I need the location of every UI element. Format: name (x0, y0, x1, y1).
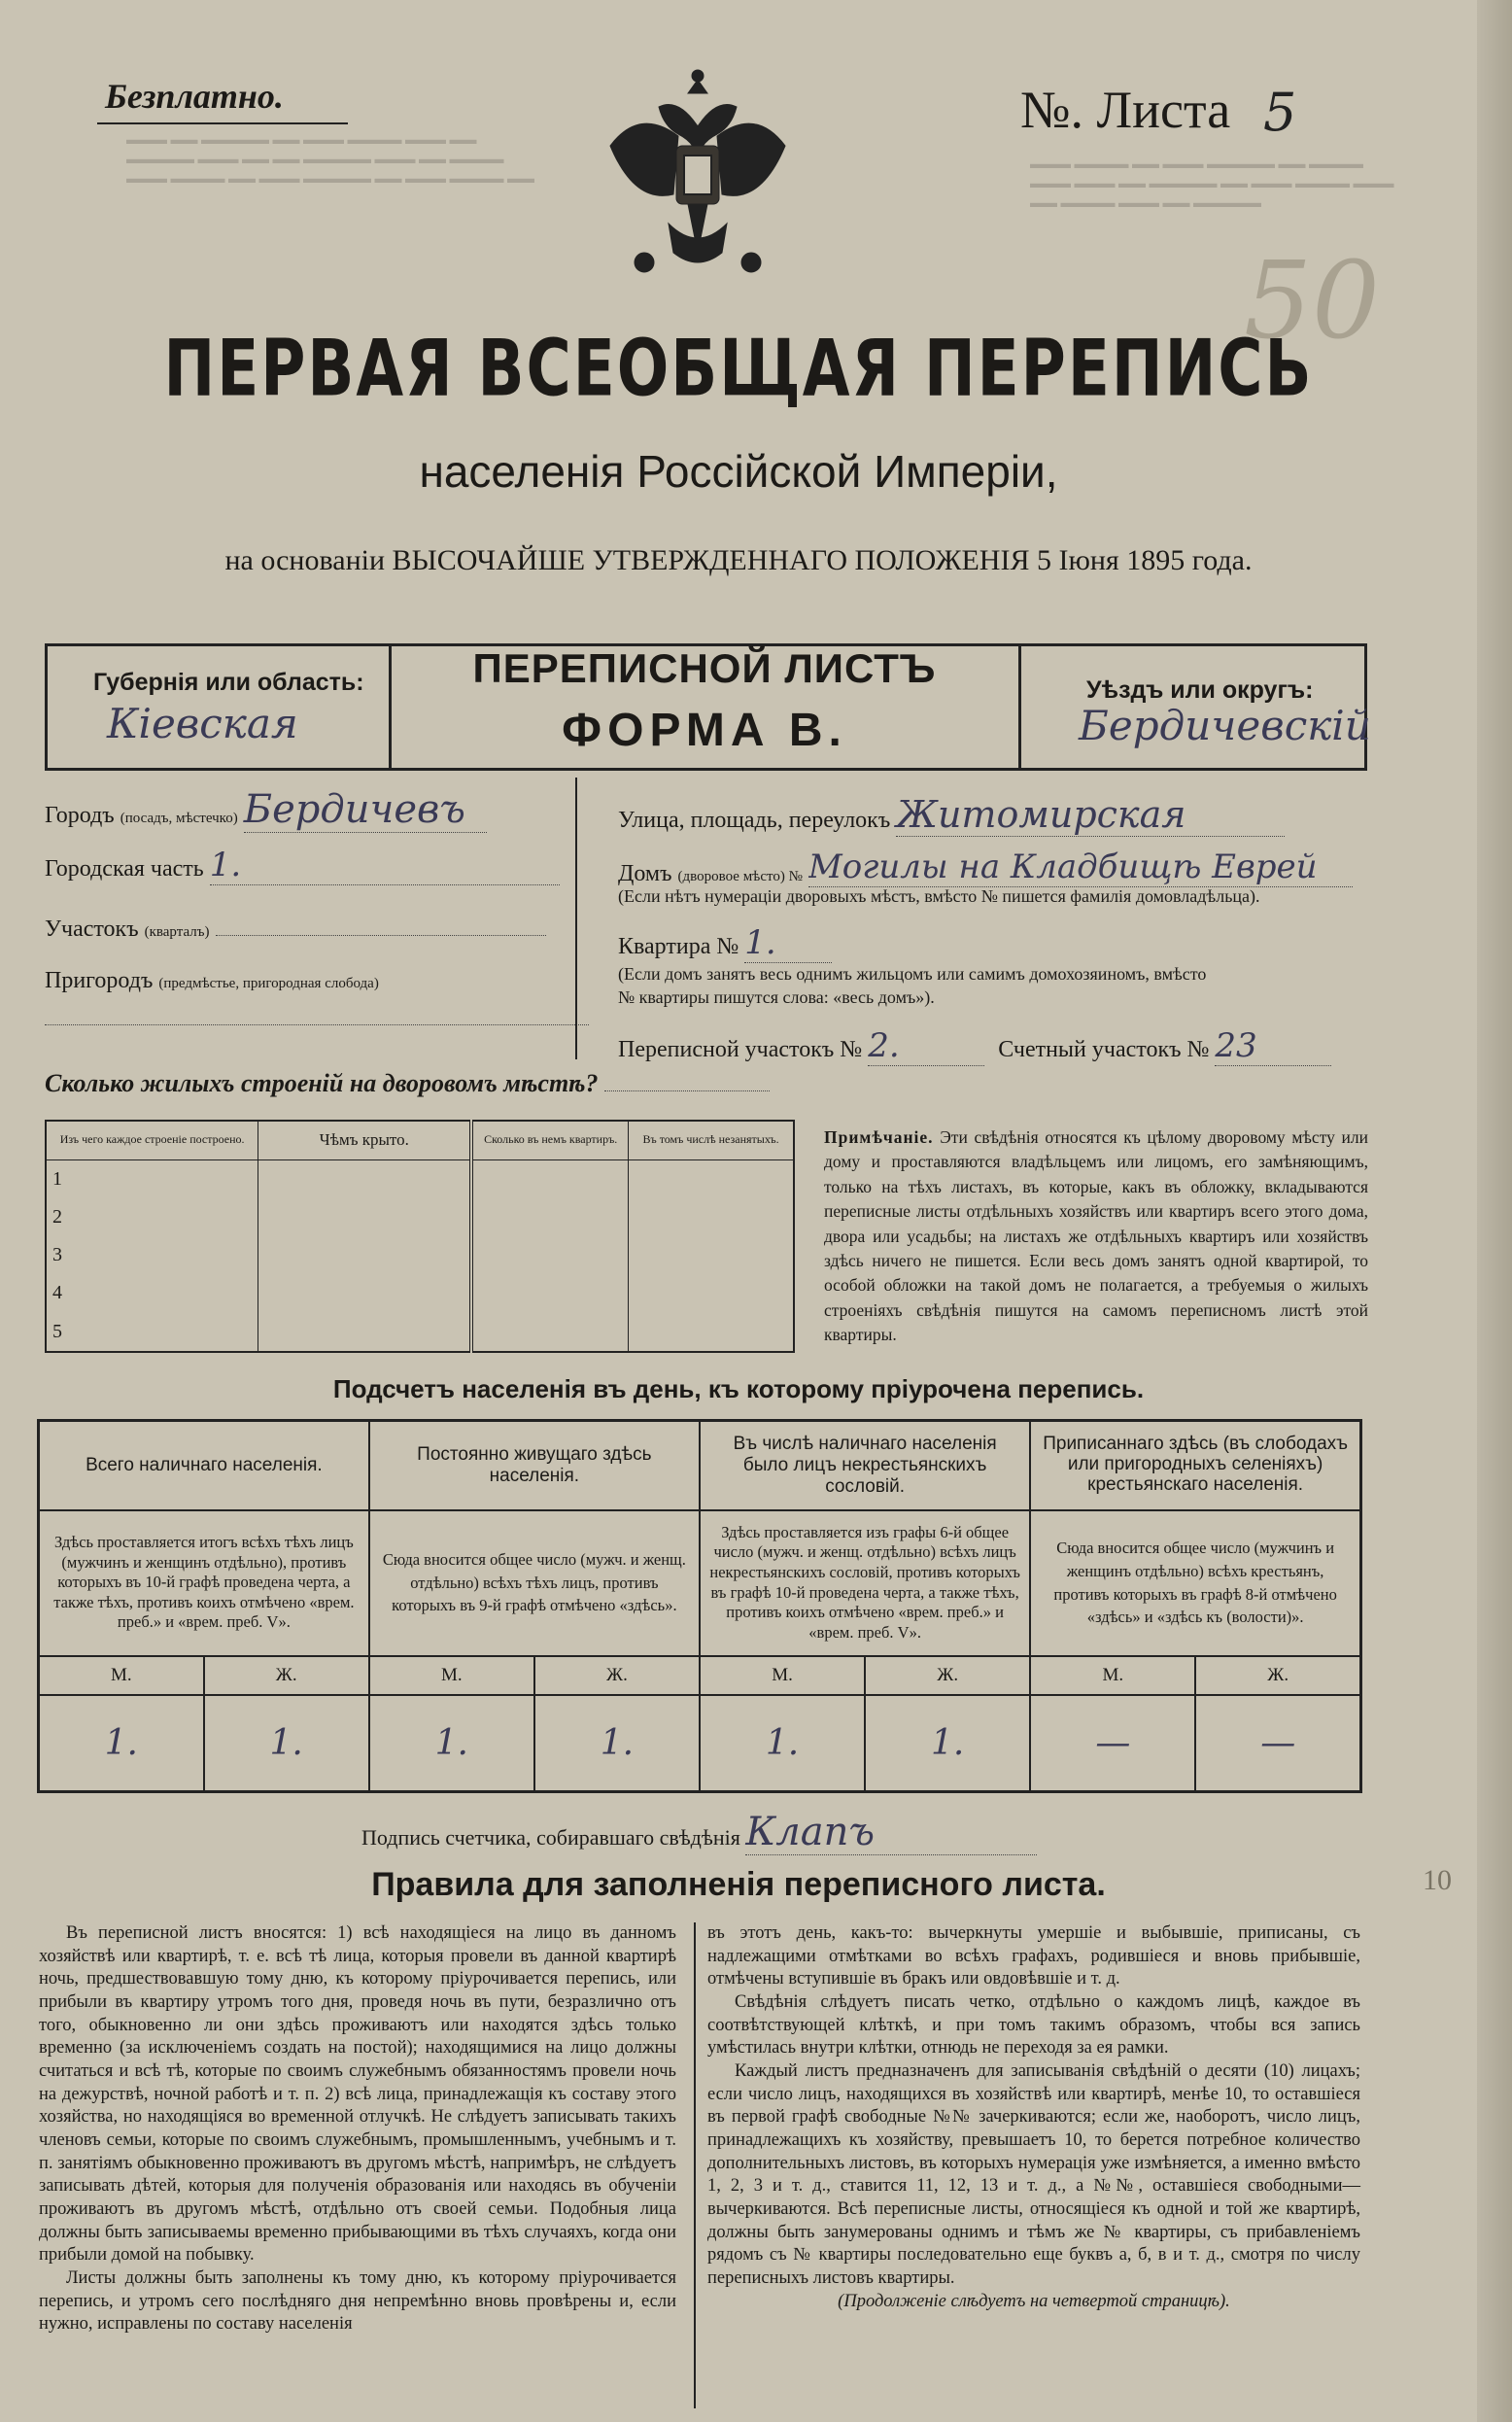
buildings-row-number: 2 (46, 1198, 258, 1236)
pop-male-label: М. (700, 1656, 865, 1695)
count-district-value: 23 (1215, 1026, 1331, 1066)
free-label: Безплатно. (105, 77, 284, 116)
suburb-hint: (предмѣстье, пригородная слобода) (158, 976, 379, 991)
population-heading: Подсчетъ населенія въ день, къ которому пріурочена перепись. (332, 1374, 1145, 1403)
buildings-row-number: 5 (46, 1312, 258, 1352)
pop-col-desc: Сюда вносится общее число (мужч. и женщ. отдѣльно) всѣхъ тѣхъ лицъ, противъ которыхъ въ 9-й графѣ отмѣчено «здѣсь». (369, 1510, 700, 1656)
pop-male-label: М. (1030, 1656, 1195, 1695)
street-label: Улица, площадь, переулокъ (618, 808, 891, 833)
form-title: ПЕРЕПИСНОЙ ЛИСТЪ (472, 645, 937, 691)
uezd-value: Бердичевскій (1079, 702, 1371, 749)
city-part-value: 1. (210, 846, 560, 885)
signature-value: Клапъ (745, 1810, 1037, 1855)
buildings-note-head: Примѣчаніе. (824, 1127, 934, 1147)
house-note: (Если нѣтъ нумераціи дворовыхъ мѣстъ, вмѣсто № пишется фамилія домовладѣльца). (618, 886, 1260, 906)
pop-col-title: Въ числѣ наличнаго населенія было лицъ некрестьянскихъ сословій. (700, 1421, 1030, 1510)
buildings-note (824, 1125, 1368, 1347)
apartment-note-1: (Если домъ занятъ весь однимъ жильцомъ или самимъ домохозяиномъ, вмѣсто (618, 964, 1207, 984)
sheet-number-label: №. Листа (1020, 81, 1231, 139)
street-row (618, 793, 1285, 837)
buildings-note-text: Эти свѣдѣнія относятся къ цѣлому дворовому мѣсту или дому и проставляются владѣльцемъ или лицомъ, его замѣняющимъ, только на тѣхъ листахъ, въ которые, какъ въ обложку, вкладываются переписные листы отдѣльныхъ хозяйствъ или квартиръ всего этого дома, двора или усадьбы; на листахъ же отдѣльныхъ квартиръ или хозяйствъ здѣсь ничего не пишется. Если весь домъ занятъ одной квартирой, то особой обложки на такой домъ не полагается, а требуемыя о жилыхъ строеніяхъ свѣдѣнія пишутся на самомъ переписномъ листѣ этой квартиры. (824, 1127, 1369, 1344)
pop-female-label: Ж. (204, 1656, 369, 1695)
house-hint: (дворовое мѣсто) № (677, 869, 803, 884)
page-edge (1477, 0, 1512, 2422)
signature-label: Подпись счетчика, собиравшаго свѣдѣнія (361, 1825, 740, 1850)
pop-female-label: Ж. (865, 1656, 1030, 1695)
uchastok-value-line (216, 914, 546, 936)
buildings-question (45, 1069, 770, 1098)
faint-number: 50 (1244, 238, 1380, 363)
pop-female-label: Ж. (1195, 1656, 1360, 1695)
rules-paragraph: Листы должны быть заполнены къ тому дню, къ которому пріурочивается перепись, и утромъ сего послѣдняго дня непремѣнно вновь провѣрены и, если нужно, исправлены по составу населенія (39, 2268, 676, 2335)
city-label: Городъ (45, 803, 115, 828)
pop-male-value: 1. (369, 1695, 534, 1792)
pop-female-value: 1. (865, 1695, 1030, 1792)
census-district-value: 2. (868, 1026, 984, 1066)
uchastok-label: Участокъ (45, 917, 139, 942)
population-table (37, 1419, 1362, 1793)
pop-female-value: 1. (204, 1695, 369, 1792)
house-value: Могилы на Кладбищѣ Еврей (808, 848, 1353, 887)
apartment-value: 1. (744, 923, 832, 963)
districts-row (618, 1026, 1331, 1066)
pop-col-desc: Сюда вносится общее число (мужчинъ и женщинъ отдѣльно) всѣхъ крестьянъ, противъ которыхъ въ графѣ 8-й отмѣчено «здѣсь» и «здѣсь къ (волости)». (1030, 1510, 1360, 1656)
rules-paragraph: Свѣдѣнія слѣдуетъ писать четко, отдѣльно о каждомъ лицѣ, каждое въ соотвѣтствующей клѣткѣ, и при томъ такимъ образомъ, чтобы вся запись умѣстилась внутри клѣтки, отнюдь не переходя за ея рамки. (707, 1992, 1360, 2059)
rules-right-column (707, 1922, 1360, 2313)
rules-paragraph: въ этотъ день, какъ-то: вычеркнуты умершіе и выбывшіе, приписаны, съ надлежащими отмѣтками во всѣхъ графахъ, родившіеся и вновь прибывшіе, отмѣчены вступившіе въ бракъ или овдовѣвшіе и т. д. (707, 1923, 1360, 1990)
buildings-row-number: 1 (46, 1159, 258, 1198)
city-value: Бердичевъ (244, 787, 487, 833)
suburb-value-line (45, 1021, 589, 1025)
rules-heading: Правила для заполненія переписного листа. (371, 1866, 1106, 1903)
pop-col-title: Постоянно живущаго здѣсь населенія. (369, 1421, 700, 1510)
pop-male-value: 1. (700, 1695, 865, 1792)
house-label: Домъ (618, 861, 672, 886)
city-part-label: Городская часть (45, 856, 204, 882)
buildings-count-line (604, 1090, 770, 1091)
rules-paragraph: Въ переписной листъ вносятся: 1) всѣ находящіеся на лицо въ данномъ хозяйствѣ или квартирѣ, т. е. всѣ тѣ лица, которыя провели въ данной квартирѣ ночь, предшествовавшую тому дню, къ которому пріурочивается перепись, или прибыли въ квартиру утромъ того дня, проведя ночь въ пути, безразлично отъ того, обыкновенно ли они здѣсь проживаютъ или находятся здѣсь только временно (за исключеніемъ создать на постой); находящимися на лицо должны считаться и всѣ тѣ, которые по своимъ служебнымъ обязанностямъ провели ночь на дежурствѣ, ночной работѣ и т. п. 2) всѣ лица, принадлежащія къ составу этого хозяйства, но находящіяся во временной отлучкѣ. Не слѣдуетъ записывать такихъ членовъ семьи, которые по своимъ служебнымъ, промышленнымъ, учебнымъ и т. п. занятіямъ обыкновенно проживаютъ въ другомъ мѣстѣ, напримѣръ, не слѣдуетъ записывать дѣтей, которыя для полученія образованія или находясь въ обученіи проживаютъ въ другомъ мѣстѣ, отдѣльно отъ своей семьи. Подобныя лица должны быть записываемы временно прибывающими въ тѣхъ случаяхъ, когда они прибыли домой на побывку. (39, 1923, 676, 2266)
gubernia-label: Губернія или область: (93, 669, 364, 696)
double-headed-eagle-emblem (601, 68, 795, 282)
city-row (45, 787, 589, 833)
apartment-note-2: № квартиры пишутся слова: «весь домъ»). (618, 987, 935, 1007)
rules-left-column (39, 1922, 676, 2336)
margin-digit: 10 (1423, 1864, 1452, 1896)
pop-col-desc: Здѣсь проставляется итогъ всѣхъ тѣхъ лицъ (мужчинъ и женщинъ отдѣльно), противъ которыхъ въ 10-й графѣ проведена черта, а также тѣхъ, противъ коихъ отмѣчено «врем. преб.» и «врем. преб. V». (39, 1510, 369, 1656)
bleed-through-text-right: ▬▬▬ ▬▬▬▬ ▬▬ ▬▬▬ ▬▬▬▬▬ ▬▬ ▬▬▬▬ ▬▬▬ ▬▬▬ ▬▬ ▬▬▬▬▬ ▬▬ ▬▬▬ ▬▬▬▬ ▬▬▬ ▬▬ ▬▬▬▬ ▬▬▬ ▬▬ ▬▬▬▬▬ (1030, 157, 1394, 211)
pop-female-value: 1. (534, 1695, 700, 1792)
gubernia-value: Кіевская (107, 700, 298, 747)
pop-male-value: — (1030, 1695, 1195, 1792)
census-district-label: Переписной участокъ № (618, 1037, 863, 1062)
uchastok-row (45, 914, 546, 943)
buildings-row-number: 4 (46, 1274, 258, 1312)
buildings-question-text: Сколько жилыхъ строеній на дворовомъ мѣстѣ? (45, 1069, 599, 1097)
city-hint: (посадъ, мѣстечко) (120, 811, 238, 826)
city-part-row (45, 846, 560, 885)
buildings-col-roof: Чѣмъ крыто. (258, 1121, 472, 1159)
suburb-label: Пригородъ (45, 968, 154, 993)
pop-male-label: М. (39, 1656, 204, 1695)
pop-col-desc: Здѣсь проставляется изъ графы 6-й общее число (мужч. и женщ. отдѣльно) всѣхъ лицъ некрестьянскихъ сословій, противъ которыхъ въ графѣ 10-й проведена черта, а также тѣхъ, противъ коихъ отмѣчено «врем. преб.» и «врем. преб. V». (700, 1510, 1030, 1656)
apartment-row (618, 923, 832, 963)
pop-female-label: Ж. (534, 1656, 700, 1695)
buildings-col-vacant: Въ томъ числѣ незанятыхъ. (629, 1121, 794, 1159)
apartment-label: Квартира № (618, 934, 739, 959)
street-value: Житомирская (896, 793, 1285, 837)
house-row (618, 848, 1353, 887)
bleed-through-text: ▬▬▬ ▬▬ ▬▬▬▬▬ ▬▬ ▬▬▬ ▬▬▬▬ ▬▬▬ ▬▬ ▬▬▬▬▬ ▬▬▬ ▬▬ ▬▬ ▬▬▬▬▬ ▬▬▬ ▬▬ ▬▬▬▬ ▬▬▬ ▬▬▬▬ ▬▬ ▬▬▬ ▬▬▬▬▬ ▬▬ ▬▬▬ ▬▬▬▬ ▬▬ (126, 133, 534, 187)
buildings-col-apartments: Сколько въ немъ квартиръ. (471, 1121, 628, 1159)
rules-continued: (Продолженіе слѣдуетъ на четвертой страницѣ). (838, 2291, 1230, 2311)
pop-col-title: Приписаннаго здѣсь (въ слободахъ или пригородныхъ селеніяхъ) крестьянскаго населенія. (1030, 1421, 1360, 1510)
suburb-row (45, 968, 379, 994)
uezd-label: Уѣздъ или округъ: (1086, 676, 1314, 704)
count-district-label: Счетный участокъ № (998, 1037, 1210, 1062)
sheet-number-value: 5 (1263, 82, 1297, 143)
rules-paragraph: Каждый листъ предназначенъ для записыванія свѣдѣній о десяти (10) лицахъ; если число лицъ, находящихся въ хозяйствѣ или квартирѣ, менѣе 10, то оставшіеся въ первой графѣ свободные №№ зачеркиваются; если же, наоборотъ, число лицъ, принадлежащихъ къ хозяйству, превышаетъ 10, то берется потребное количество дополнительныхъ листовъ, въ которыхъ нумерація уже измѣняется, а именно вмѣсто 1, 2, 3 и т. д., ставится 11, 12, 13 и т. д., а №№, оставшіеся свободными—вычеркиваются. Всѣ переписные листы, относящіеся къ одной и той же квартирѣ, должны быть занумерованы однимъ и тѣмъ же № квартиры, съ прибавленіемъ рядомъ съ № квартиры последовательно еще буквъ а, б, в и т. д., смотря по числу переписныхъ листовъ квартиры. (707, 2061, 1360, 2289)
page-subtitle: населенія Россійской Имперіи, (419, 446, 1058, 497)
form-subtitle: ФОРМА В. (562, 705, 847, 756)
buildings-row-number: 3 (46, 1236, 258, 1274)
pop-male-label: М. (369, 1656, 534, 1695)
buildings-table (45, 1120, 795, 1353)
buildings-col-material: Изъ чего каждое строеніе построено. (46, 1121, 258, 1159)
legal-basis: на основаніи ВЫСОЧАЙШЕ УТВЕРЖДЕННАГО ПОЛОЖЕНІЯ 5 Іюня 1895 года. (224, 544, 1253, 576)
pop-female-value: — (1195, 1695, 1360, 1792)
enumerator-signature-row (361, 1810, 1037, 1855)
pop-male-value: 1. (39, 1695, 204, 1792)
page-title: ПЕРВАЯ ВСЕОБЩАЯ ПЕРЕПИСЬ (163, 322, 1314, 415)
pop-col-title: Всего наличнаго населенія. (39, 1421, 369, 1510)
uchastok-hint: (кварталъ) (144, 924, 210, 940)
